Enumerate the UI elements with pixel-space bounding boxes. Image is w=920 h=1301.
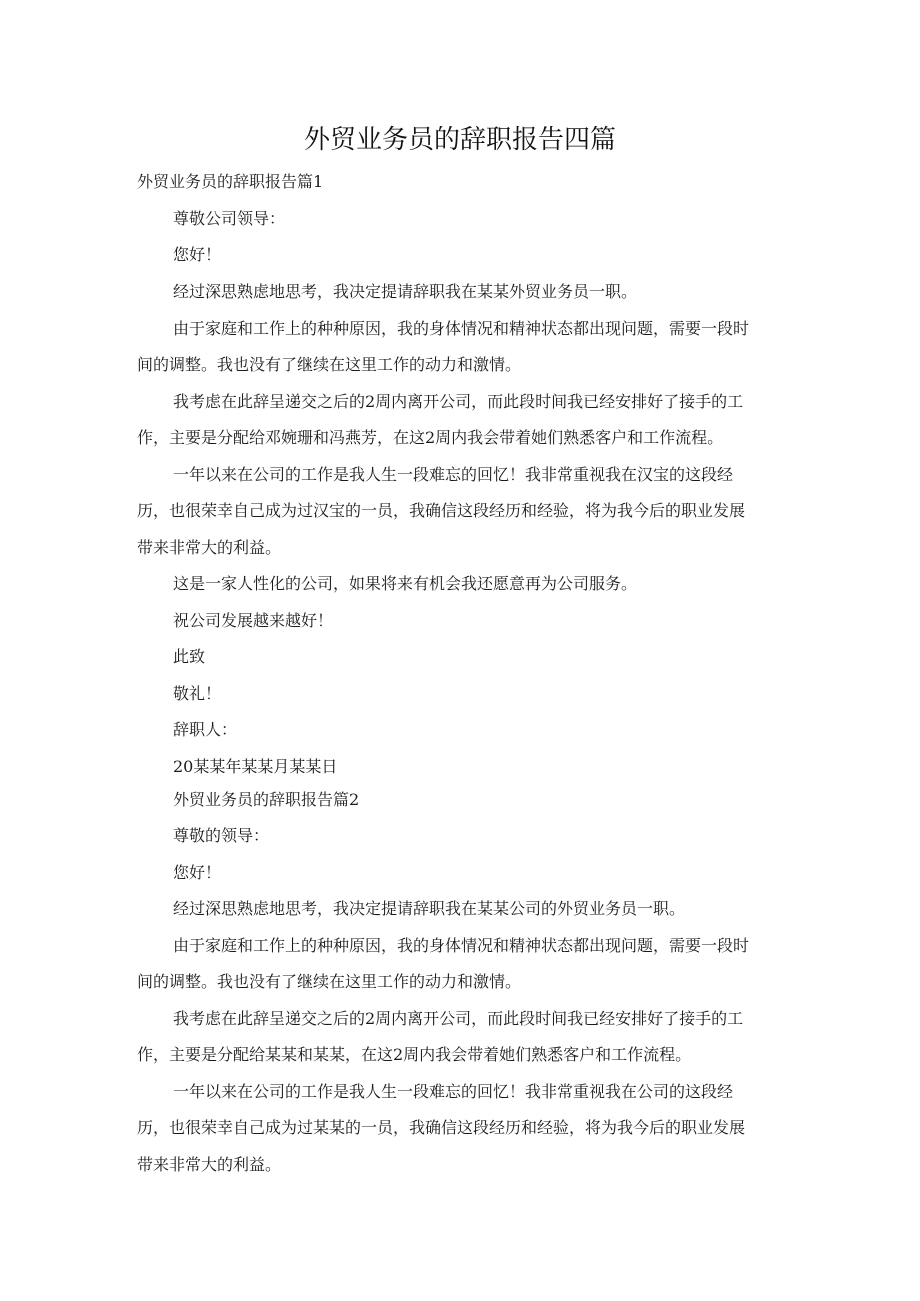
body-line: 作，主要是分配给某某和某某，在这2周内我会带着她们熟悉客户和工作流程。 <box>137 1045 692 1064</box>
body-line: 我考虑在此辞呈递交之后的2周内离开公司，而此段时间我已经安排好了接手的工 <box>173 392 744 411</box>
greeting: 您好！ <box>173 863 222 882</box>
body-line: 经过深思熟虑地思考，我决定提请辞职我在某某公司的外贸业务员一职。 <box>173 899 686 918</box>
salutation: 尊敬公司领导： <box>173 209 286 228</box>
date-line: 20某某年某某月某某日 <box>173 757 338 776</box>
body-line: 经过深思熟虑地思考，我决定提请辞职我在某某外贸业务员一职。 <box>173 282 638 301</box>
body-line: 一年以来在公司的工作是我人生一段难忘的回忆！我非常重视我在公司的这段经 <box>173 1082 734 1101</box>
greeting: 您好！ <box>173 245 222 264</box>
body-line: 由于家庭和工作上的种种原因，我的身体情况和精神状态都出现问题，需要一段时 <box>173 319 750 338</box>
closing: 此致 <box>173 647 206 666</box>
body-line: 历，也很荣幸自己成为过某某的一员，我确信这段经历和经验，将为我今后的职业发展 <box>137 1118 746 1137</box>
body-line: 间的调整。我也没有了继续在这里工作的动力和激情。 <box>137 355 522 374</box>
closing-wish: 祝公司发展越来越好！ <box>173 611 334 630</box>
body-line: 历，也很荣幸自己成为过汉宝的一员，我确信这段经历和经验，将为我今后的职业发展 <box>137 501 746 520</box>
body-line: 带来非常大的利益。 <box>137 538 282 557</box>
body-line: 我考虑在此辞呈递交之后的2周内离开公司，而此段时间我已经安排好了接手的工 <box>173 1009 744 1028</box>
closing: 敬礼！ <box>173 684 222 703</box>
body-line: 由于家庭和工作上的种种原因，我的身体情况和精神状态都出现问题，需要一段时 <box>173 936 750 955</box>
body-line: 这是一家人性化的公司，如果将来有机会我还愿意再为公司服务。 <box>173 574 638 593</box>
salutation: 尊敬的领导： <box>173 826 270 845</box>
body-line: 间的调整。我也没有了继续在这里工作的动力和激情。 <box>137 972 522 991</box>
section-heading-2: 外贸业务员的辞职报告篇2 <box>173 790 360 809</box>
body-line: 带来非常大的利益。 <box>137 1155 282 1174</box>
section-heading-1: 外贸业务员的辞职报告篇1 <box>137 172 324 191</box>
page-title: 外贸业务员的辞职报告四篇 <box>303 125 616 155</box>
body-line: 作，主要是分配给邓婉珊和冯燕芳，在这2周内我会带着她们熟悉客户和工作流程。 <box>137 428 724 447</box>
body-line: 一年以来在公司的工作是我人生一段难忘的回忆！我非常重视我在汉宝的这段经 <box>173 465 734 484</box>
signature-label: 辞职人： <box>173 720 238 739</box>
